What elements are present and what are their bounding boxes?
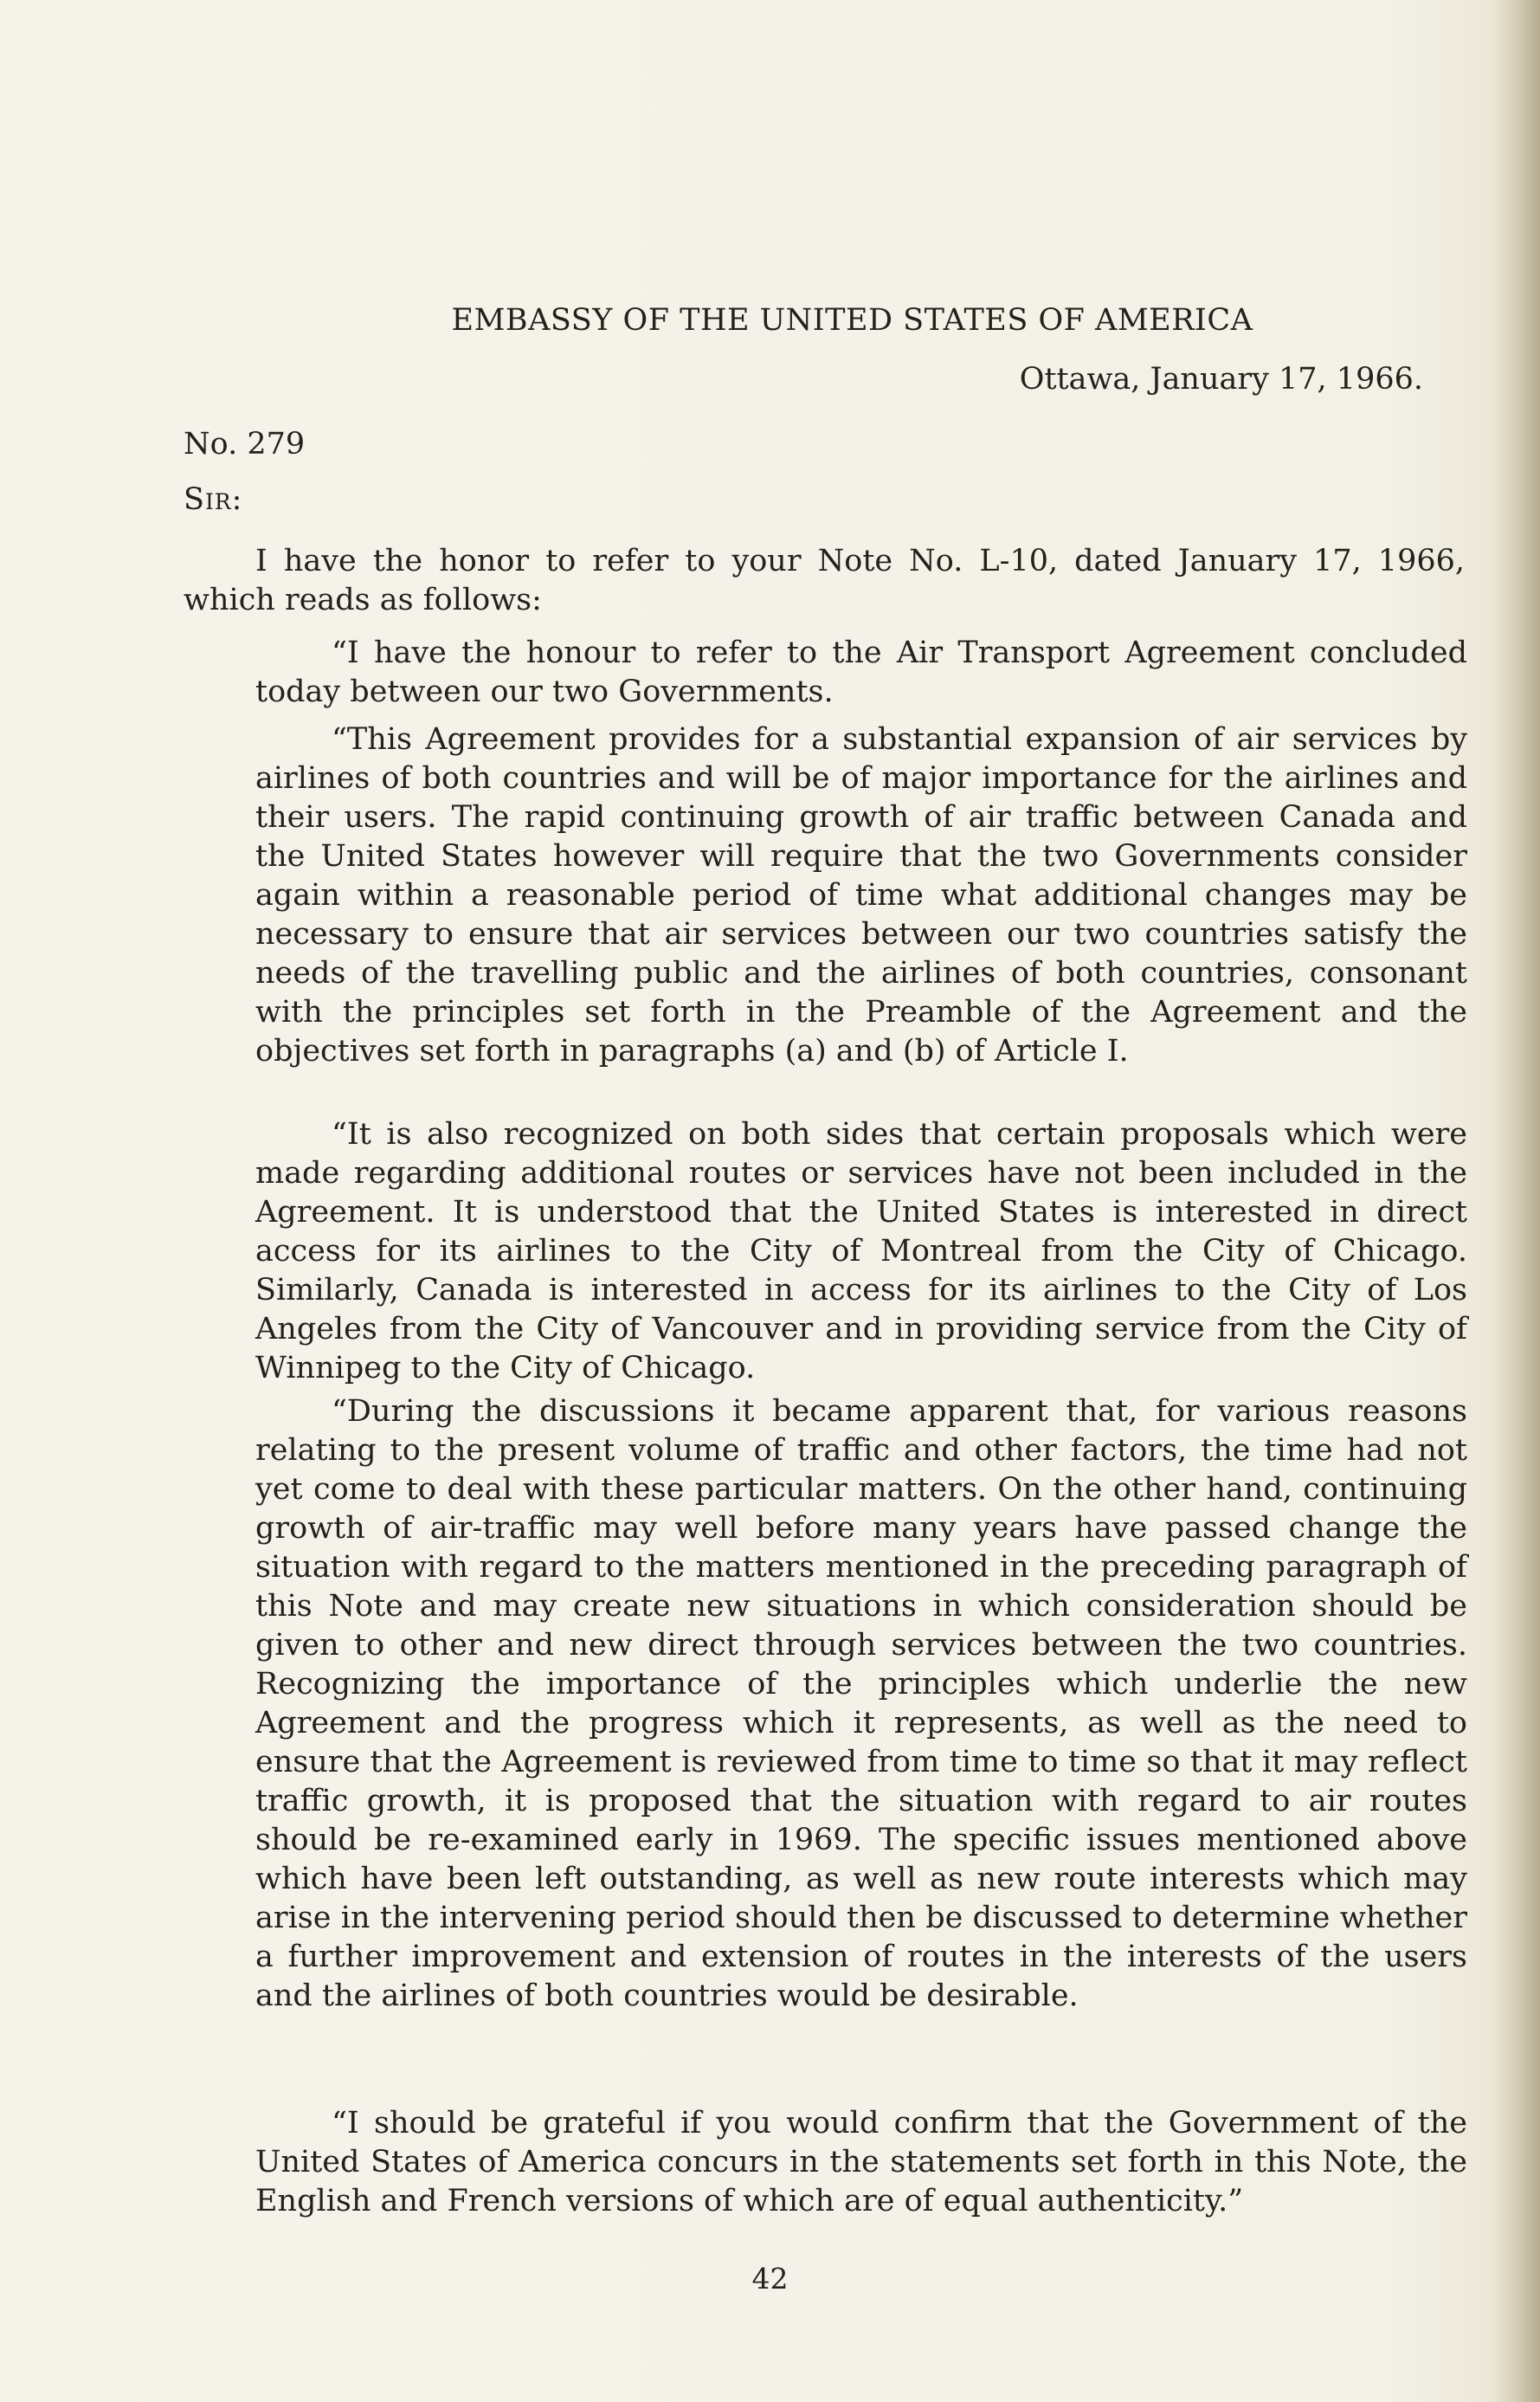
embassy-header-text: EMBASSY OF THE UNITED STATES OF AMERICA <box>451 303 1253 338</box>
quoted-paragraph: “I have the honour to refer to the Air Transport Agreement concluded today between our two Governments. <box>255 636 1467 709</box>
quoted-paragraph: “This Agreement provides for a substantial expansion of air services by airlines of both countries and will be of major importance for the airlines and their users. The rapid continuing growth of air traffic between Canada and the United States however will require that the two Governments consider again within a reasonable period of time what additional changes may be necessary to ensure that air services between our two countries satisfy the needs of the travelling public and the airlines of both countries, consonant with the principles set forth in the Preamble of the Agreement and the objectives set forth in paragraphs (a) and (b) of Article I. <box>255 722 1467 1069</box>
embassy-header <box>0 303 1540 338</box>
quoted-paragraph: “During the discussions it became apparent that, for various reasons relating to the present volume of traffic and other factors, the time had not yet come to deal with these particular matters. On the other hand, continuing growth of air-traffic may well before many years have passed change the situation with regard to the matters mentioned in the preceding paragraph of this Note and may create new situations in which consideration should be given to other and new direct through services between the two countries. Recognizing the importance of the principles which underlie the new Agreement and the progress which it represents, as well as the need to ensure that the Agreement is reviewed from time to time so that it may reflect traffic growth, it is proposed that the situation with regard to air routes should be re-examined early in 1969. The specific issues mentioned above which have been left outstanding, as well as new route interests which may arise in the intervening period should then be discussed to determine whether a further improvement and extension of routes in the interests of the users and the airlines of both countries would be desirable. <box>255 1394 1467 2013</box>
date-line: Ottawa, January 17, 1966. <box>1019 362 1423 397</box>
salutation: Sir: <box>184 482 243 517</box>
quoted-paragraph: “I should be grateful if you would confirm that the Government of the United States of America concurs in the statements set forth in this Note, the English and French versions of which are of equal authenticity.” <box>255 2106 1467 2218</box>
page-binding-shadow <box>1488 0 1540 2402</box>
note-number: No. 279 <box>184 427 306 462</box>
page-number: 42 <box>751 2262 789 2295</box>
quoted-paragraph: “It is also recognized on both sides that certain proposals which were made regarding additional routes or services have not been included in the Agreement. It is understood that the United States is interested in direct access for its airlines to the City of Montreal from the City of Chicago. Similarly, Canada is interested in access for its airlines to the City of Los Angeles from the City of Vancouver and in providing service from the City of Winnipeg to the City of Chicago. <box>255 1117 1467 1385</box>
intro-paragraph: I have the honor to refer to your Note No. L-10, dated January 17, 1966, which reads as follows: <box>184 544 1465 617</box>
